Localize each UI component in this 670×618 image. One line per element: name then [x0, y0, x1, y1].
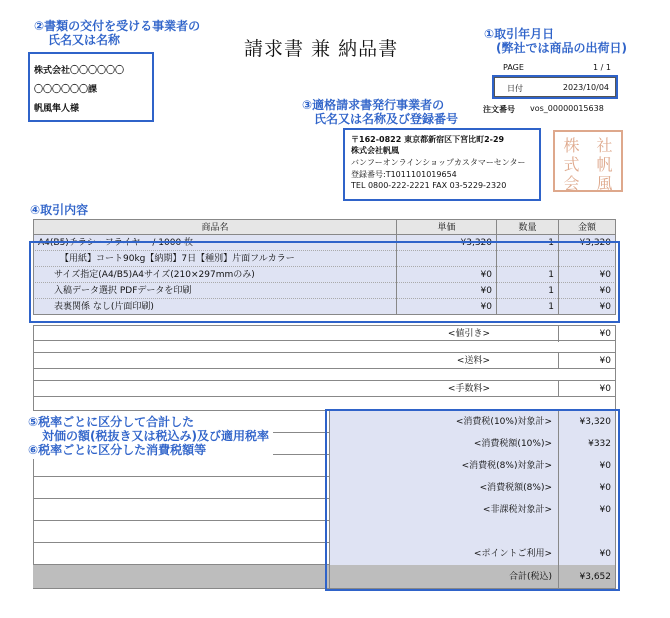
recipient-line2: 〇〇〇〇〇〇課 [34, 85, 98, 95]
recipient-line3: 帆風隼人様 [34, 104, 80, 114]
adjustment-label: <値引き> [33, 326, 496, 342]
annotation-taxable-line2: 対価の額(税抜き又は税込み)及び適用税率 [42, 429, 269, 443]
annotation-issuer [302, 98, 458, 126]
item-qty: 1 [496, 267, 558, 283]
issuer-company: 株式会社帆風 [351, 146, 399, 155]
annotation-date-line1: ①取引年月日 [484, 27, 555, 41]
seal-char: 帆 [596, 155, 613, 174]
totals-label: <消費税額(8%)> [329, 477, 558, 499]
totals-label: <非課税対象計> [329, 499, 558, 521]
annotation-tax-amount: ⑥税率ごとに区分した消費税額等 [28, 443, 207, 457]
adjustment-label: <手数料> [33, 381, 496, 397]
grand-total-amount: ¥3,652 [558, 565, 616, 589]
item-name: 【用紙】コート90kg【納期】7日【種別】片面フルカラー [33, 251, 396, 267]
header-amount: 金額 [558, 220, 616, 236]
annotation-issuer-line1: ③適格請求書発行事業者の [302, 98, 445, 112]
totals-amount: ¥332 [558, 433, 616, 455]
issuer-shop: バンフーオンラインショップカスタマーセンター [351, 158, 526, 167]
totals-amount: ¥0 [558, 477, 616, 499]
adjustment-amount: ¥0 [558, 353, 616, 369]
item-amount: ¥3,320 [558, 235, 616, 251]
table-header [33, 219, 616, 235]
totals-label: <消費税(10%)対象計> [329, 411, 558, 433]
table-spacer-row [33, 369, 616, 381]
seal-char: 会 [563, 174, 580, 193]
seal-char: 式 [563, 155, 580, 174]
order-value: vos_00000015638 [530, 104, 604, 113]
item-unit: ¥0 [396, 267, 496, 283]
page-label: PAGE [503, 63, 524, 72]
totals-highlight-box [325, 409, 620, 591]
item-unit: ¥3,320 [396, 235, 496, 251]
header-qty: 数量 [496, 220, 558, 236]
item-unit: ¥0 [396, 299, 496, 315]
issuer-address: 〒162-0822 東京都新宿区下宮比町2-29 [351, 135, 505, 144]
order-label: 注文番号 [483, 105, 515, 114]
totals-label: <消費税(8%)対象計> [329, 455, 558, 477]
adjustment-amount: ¥0 [558, 326, 616, 342]
adjustment-label: <送料> [33, 353, 496, 369]
annotation-contents: ④取引内容 [30, 203, 89, 217]
item-qty: 1 [496, 235, 558, 251]
date-label: 日付 [507, 84, 523, 93]
page-value: 1 / 1 [593, 63, 611, 72]
item-name: サイズ指定(A4/B5)A4サイズ(210×297mmのみ) [33, 267, 396, 283]
item-name: 表裏関係 なし(片面印刷) [33, 299, 396, 315]
totals-amount: ¥3,320 [558, 411, 616, 433]
annotation-date [484, 27, 627, 55]
seal-char: 風 [596, 174, 613, 193]
seal-char: 社 [596, 136, 613, 155]
adjustment-row [33, 325, 616, 341]
annotation-date-line2: (弊社では商品の出荷日) [496, 41, 627, 55]
document-title: 請求書 兼 納品書 [244, 38, 399, 60]
seal-char: 株 [563, 136, 580, 155]
issuer-registration: 登録番号:T1011101019654 [351, 170, 457, 179]
totals-amount: ¥0 [558, 499, 616, 521]
adjustment-row [33, 381, 616, 397]
company-seal [553, 130, 623, 192]
header-unit: 単価 [396, 220, 496, 236]
annotation-issuer-line2: 氏名又は名称及び登録番号 [314, 112, 459, 126]
annotation-recipient [34, 19, 200, 47]
item-amount: ¥0 [558, 283, 616, 299]
totals-amount: ¥0 [558, 455, 616, 477]
item-qty: 1 [496, 299, 558, 315]
item-amount: ¥0 [558, 267, 616, 283]
header-name: 商品名 [33, 220, 396, 236]
adjustment-row [33, 353, 616, 369]
item-qty: 1 [496, 283, 558, 299]
table-spacer-row [33, 341, 616, 353]
item-name: A4(B5)チラシ・フライヤー / 1000 枚 [33, 235, 396, 251]
totals-label: <ポイントご利用> [329, 543, 558, 565]
grand-total-label: 合計(税込) [329, 565, 558, 589]
date-value: 2023/10/04 [562, 83, 609, 92]
annotation-recipient-line2: 氏名又は名称 [48, 33, 121, 47]
issuer-contact: TEL 0800-222-2221 FAX 03-5229-2320 [351, 181, 507, 190]
items-highlight-box [29, 241, 620, 323]
recipient-line1: 株式会社〇〇〇〇〇〇 [34, 66, 125, 76]
annotation-taxable-line1: ⑤税率ごとに区分して合計した [28, 415, 195, 429]
totals-label: <消費税額(10%)> [329, 433, 558, 455]
totals-amount: ¥0 [558, 543, 616, 565]
annotation-recipient-line1: ②書類の交付を受ける事業者の [34, 19, 201, 33]
item-unit: ¥0 [396, 283, 496, 299]
adjustment-amount: ¥0 [558, 381, 616, 397]
date-cell [494, 77, 616, 97]
item-amount: ¥0 [558, 299, 616, 315]
item-name: 入稿データ選択 PDFデータを印刷 [33, 283, 396, 299]
annotation-taxable-totals [26, 413, 273, 459]
